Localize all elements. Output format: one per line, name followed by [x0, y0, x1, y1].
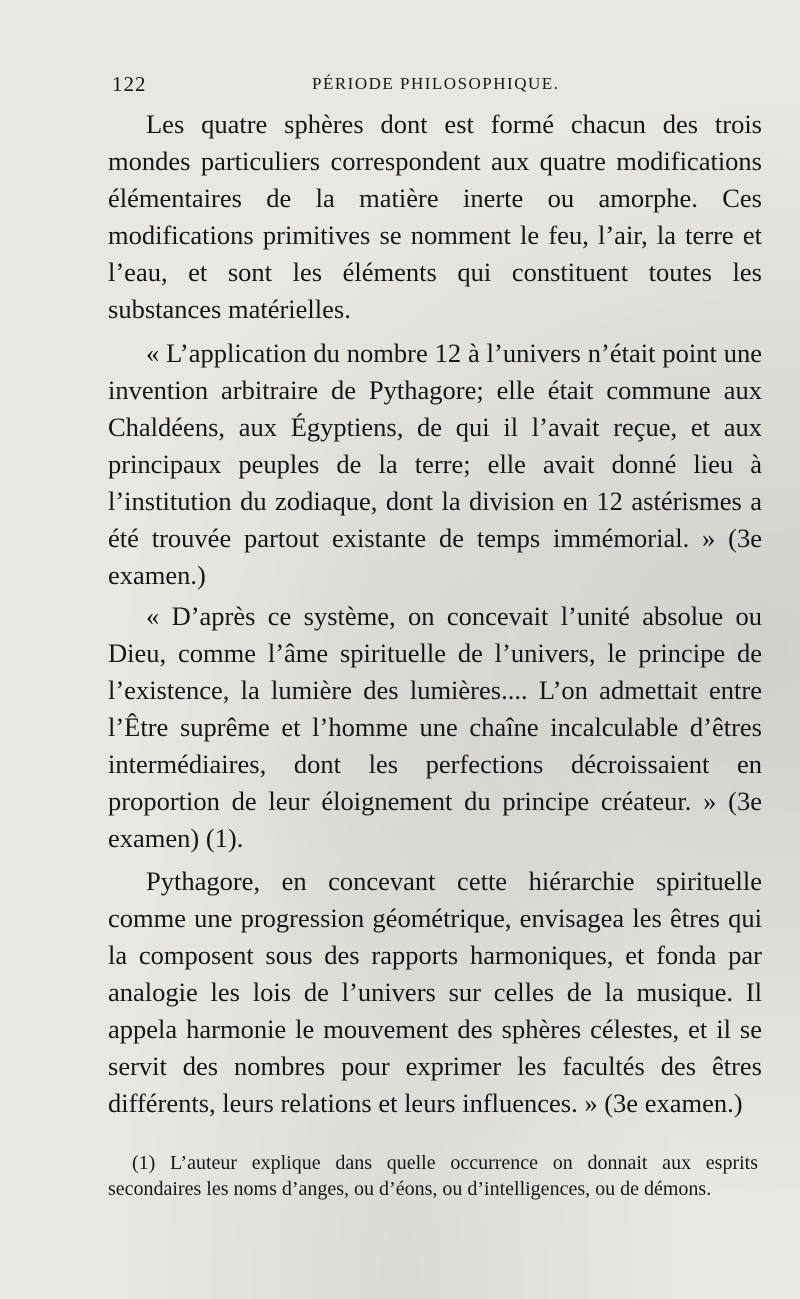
- paragraph: « L’application du nombre 12 à l’univers n’était point une invention arbitraire de Pythagore; elle était commune aux Chaldéens, aux Égyptiens, de qui il l’avait reçue, et aux principaux peuples de la terre; elle avait donné lieu à l’institution du zodiaque, dont la division en 12 astérismes a été trouvée partout existante de temps immémorial. » (3e examen.): [108, 338, 762, 590]
- paragraph: Pythagore, en concevant cette hiérarchie spirituelle comme une progression géométrique, envisagea les êtres qui la composent sous des rapports harmoniques, et fonda par analogie les lois de l’univers sur celles de la musique. Il appela harmonie le mouvement des sphères célestes, et il se servit des nombres pour exprimer les facultés des êtres différents, leurs relations et leurs influences. » (3e examen.): [108, 866, 762, 1118]
- page-number: 122: [112, 72, 147, 96]
- main-text: [108, 106, 762, 1122]
- footnote: [108, 1150, 758, 1202]
- page-header: [112, 72, 587, 102]
- footnote-text: (1) L’auteur explique dans quelle occurrence on donnait aux esprits secondaires les noms d’anges, ou d’éons, ou d’intelligences, ou de démons.: [108, 1152, 758, 1200]
- running-head: PÉRIODE PHILOSOPHIQUE.: [312, 74, 560, 93]
- paragraph: « D’après ce système, on concevait l’unité absolue ou Dieu, comme l’âme spirituelle de l’univers, le principe de l’existence, la lumière des lumières.... L’on admettait entre l’Être suprême et l’homme une chaîne incalculable d’êtres intermédiaires, dont les perfections décroissaient en proportion de leur éloignement du principe créateur. » (3e examen) (1).: [108, 601, 762, 853]
- paragraph: Les quatre sphères dont est formé chacun des trois mondes particuliers correspondent aux quatre modifications élémentaires de la matière inerte ou amorphe. Ces modifications primitives se nomment le feu, l’air, la terre et l’eau, et sont les éléments qui constituent toutes les substances matérielles.: [108, 109, 762, 324]
